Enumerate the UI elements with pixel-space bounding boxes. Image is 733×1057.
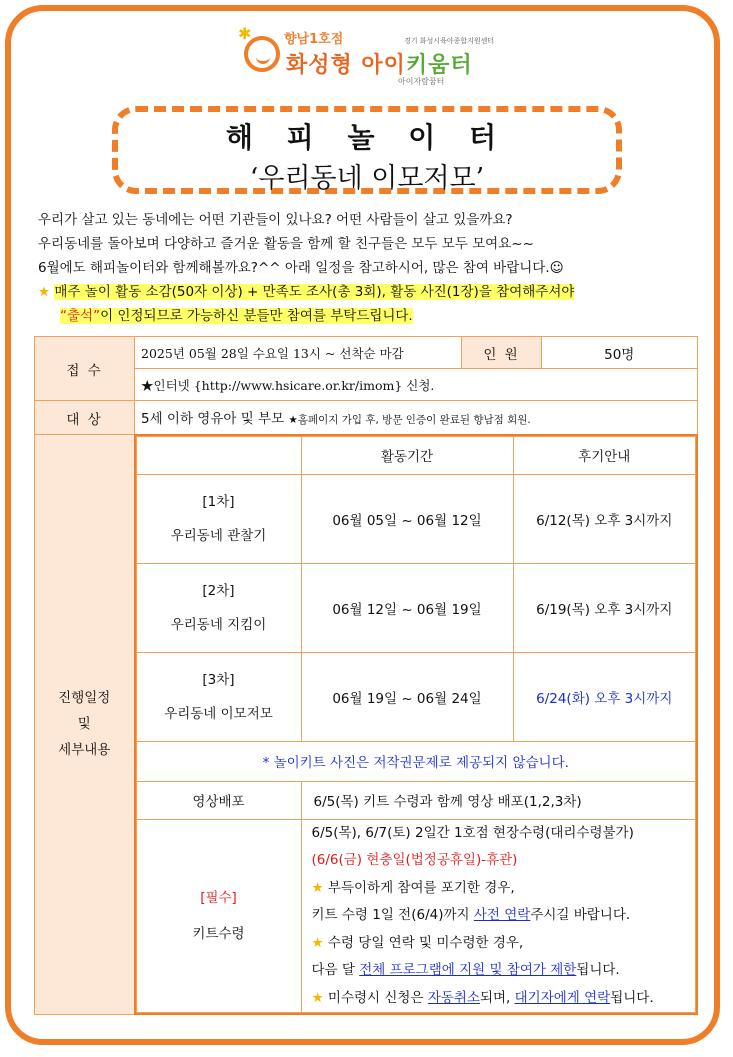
schedule-table (136, 436, 697, 1014)
table-row: [2차] 우리동네 지킴이 06월 12일 ~ 06월 19일 6/19(목) 오후 3시까지 (136, 563, 696, 652)
target-label: 대 상 (35, 401, 135, 435)
intro-notice-cont: “출석”이 인정되므로 가능하신 분들만 참여를 부탁드립니다. (60, 308, 413, 324)
photo-note: * 놀이키트 사진은 저작권문제로 제공되지 않습니다. (136, 741, 696, 781)
intro-line: 우리동네를 돌아보며 다양하고 즐거운 활동을 함께 할 친구들은 모두 모두 모여요~~ (38, 236, 534, 252)
intro-text (38, 208, 708, 328)
kit-details: 6/5(목), 6/7(토) 2일간 1호점 현장수령(대리수령불가) (6/6(금) 현충일(법정공휴일)-휴관) ★ 부득이하게 참여를 포기한 경우, 키트 수령 1일 전(6/4)까지 사전 연락주시길 바랍니다. ★ 수령 당일 연락 및 미수령한 경우, 다음 달 전체 프로그램에 지원 및 참여가 제한됩니다. ★ 미수령시 신청은 자동취소되며, 대기자에게 연락됩니다. (301, 819, 696, 1013)
star-icon: ★ (311, 989, 324, 1006)
intro-line: 6월에도 해피놀이터와 함께해볼까요?^^ 아래 일정을 참고하시어, 많은 참여 바랍니다.☺ (38, 260, 564, 276)
intro-line: 우리가 살고 있는 동네에는 어떤 기관들이 있나요? 어떤 사람들이 살고 있을까요? (38, 212, 513, 228)
header-cell (136, 436, 301, 474)
page-subtitle: ‘우리동네 이모저모’ (249, 163, 485, 194)
star-icon: ★ (311, 879, 324, 896)
star-icon: ★ (38, 284, 51, 300)
star-icon: ✱ (238, 24, 252, 43)
kit-label: [필수] 키트수령 (136, 819, 301, 1013)
header-cell: 활동기간 (301, 436, 513, 474)
table-row: [1차] 우리동네 관찰기 06월 05일 ~ 06월 12일 6/12(목) 오후 3시까지 (136, 474, 696, 563)
smile-logo-icon (244, 36, 280, 72)
capacity-value: 50명 (542, 337, 698, 369)
reception-date: 2025년 05월 28일 수요일 13시 ~ 선착순 마감 (135, 337, 462, 369)
video-value: 6/5(목) 키트 수령과 함께 영상 배포(1,2,3차) (301, 781, 696, 819)
capacity-label: 인 원 (462, 337, 542, 369)
reception-online: ★인터넷 {http://www.hsicare.or.kr/imom} 신청. (135, 369, 698, 401)
video-label: 영상배포 (136, 781, 301, 819)
schedule-label: 진행일정 및 세부내용 (35, 435, 135, 1015)
header-cell: 후기안내 (513, 436, 696, 474)
logo-header (238, 22, 498, 92)
page-title: 해 피 놀 이 터 (225, 121, 509, 154)
target-cell: 5세 이하 영유아 및 부모 ★홈페이지 가입 후, 방문 인증이 완료된 향남점 회원. (135, 401, 698, 435)
reception-label: 접 수 (35, 337, 135, 401)
org-name: 경기 화성시육아종합지원센터 (404, 37, 495, 45)
title-box (112, 106, 622, 194)
info-table (34, 336, 698, 1015)
schedule-cell (135, 435, 698, 1015)
intro-notice: ★ 매주 놀이 활동 소감(50자 이상) + 만족도 조사(총 3회), 활동 사진(1장)을 참여해주셔야 (38, 284, 575, 300)
center-sub: 아이자람꿈터 (398, 77, 445, 86)
branch-name: 향남1호점 (284, 32, 344, 47)
star-icon: ★ (311, 934, 324, 951)
center-name: 화성형 아이키움터 (286, 53, 473, 78)
table-row: [3차] 우리동네 이모저모 06월 19일 ~ 06월 24일 6/24(화) 오후 3시까지 (136, 652, 696, 741)
